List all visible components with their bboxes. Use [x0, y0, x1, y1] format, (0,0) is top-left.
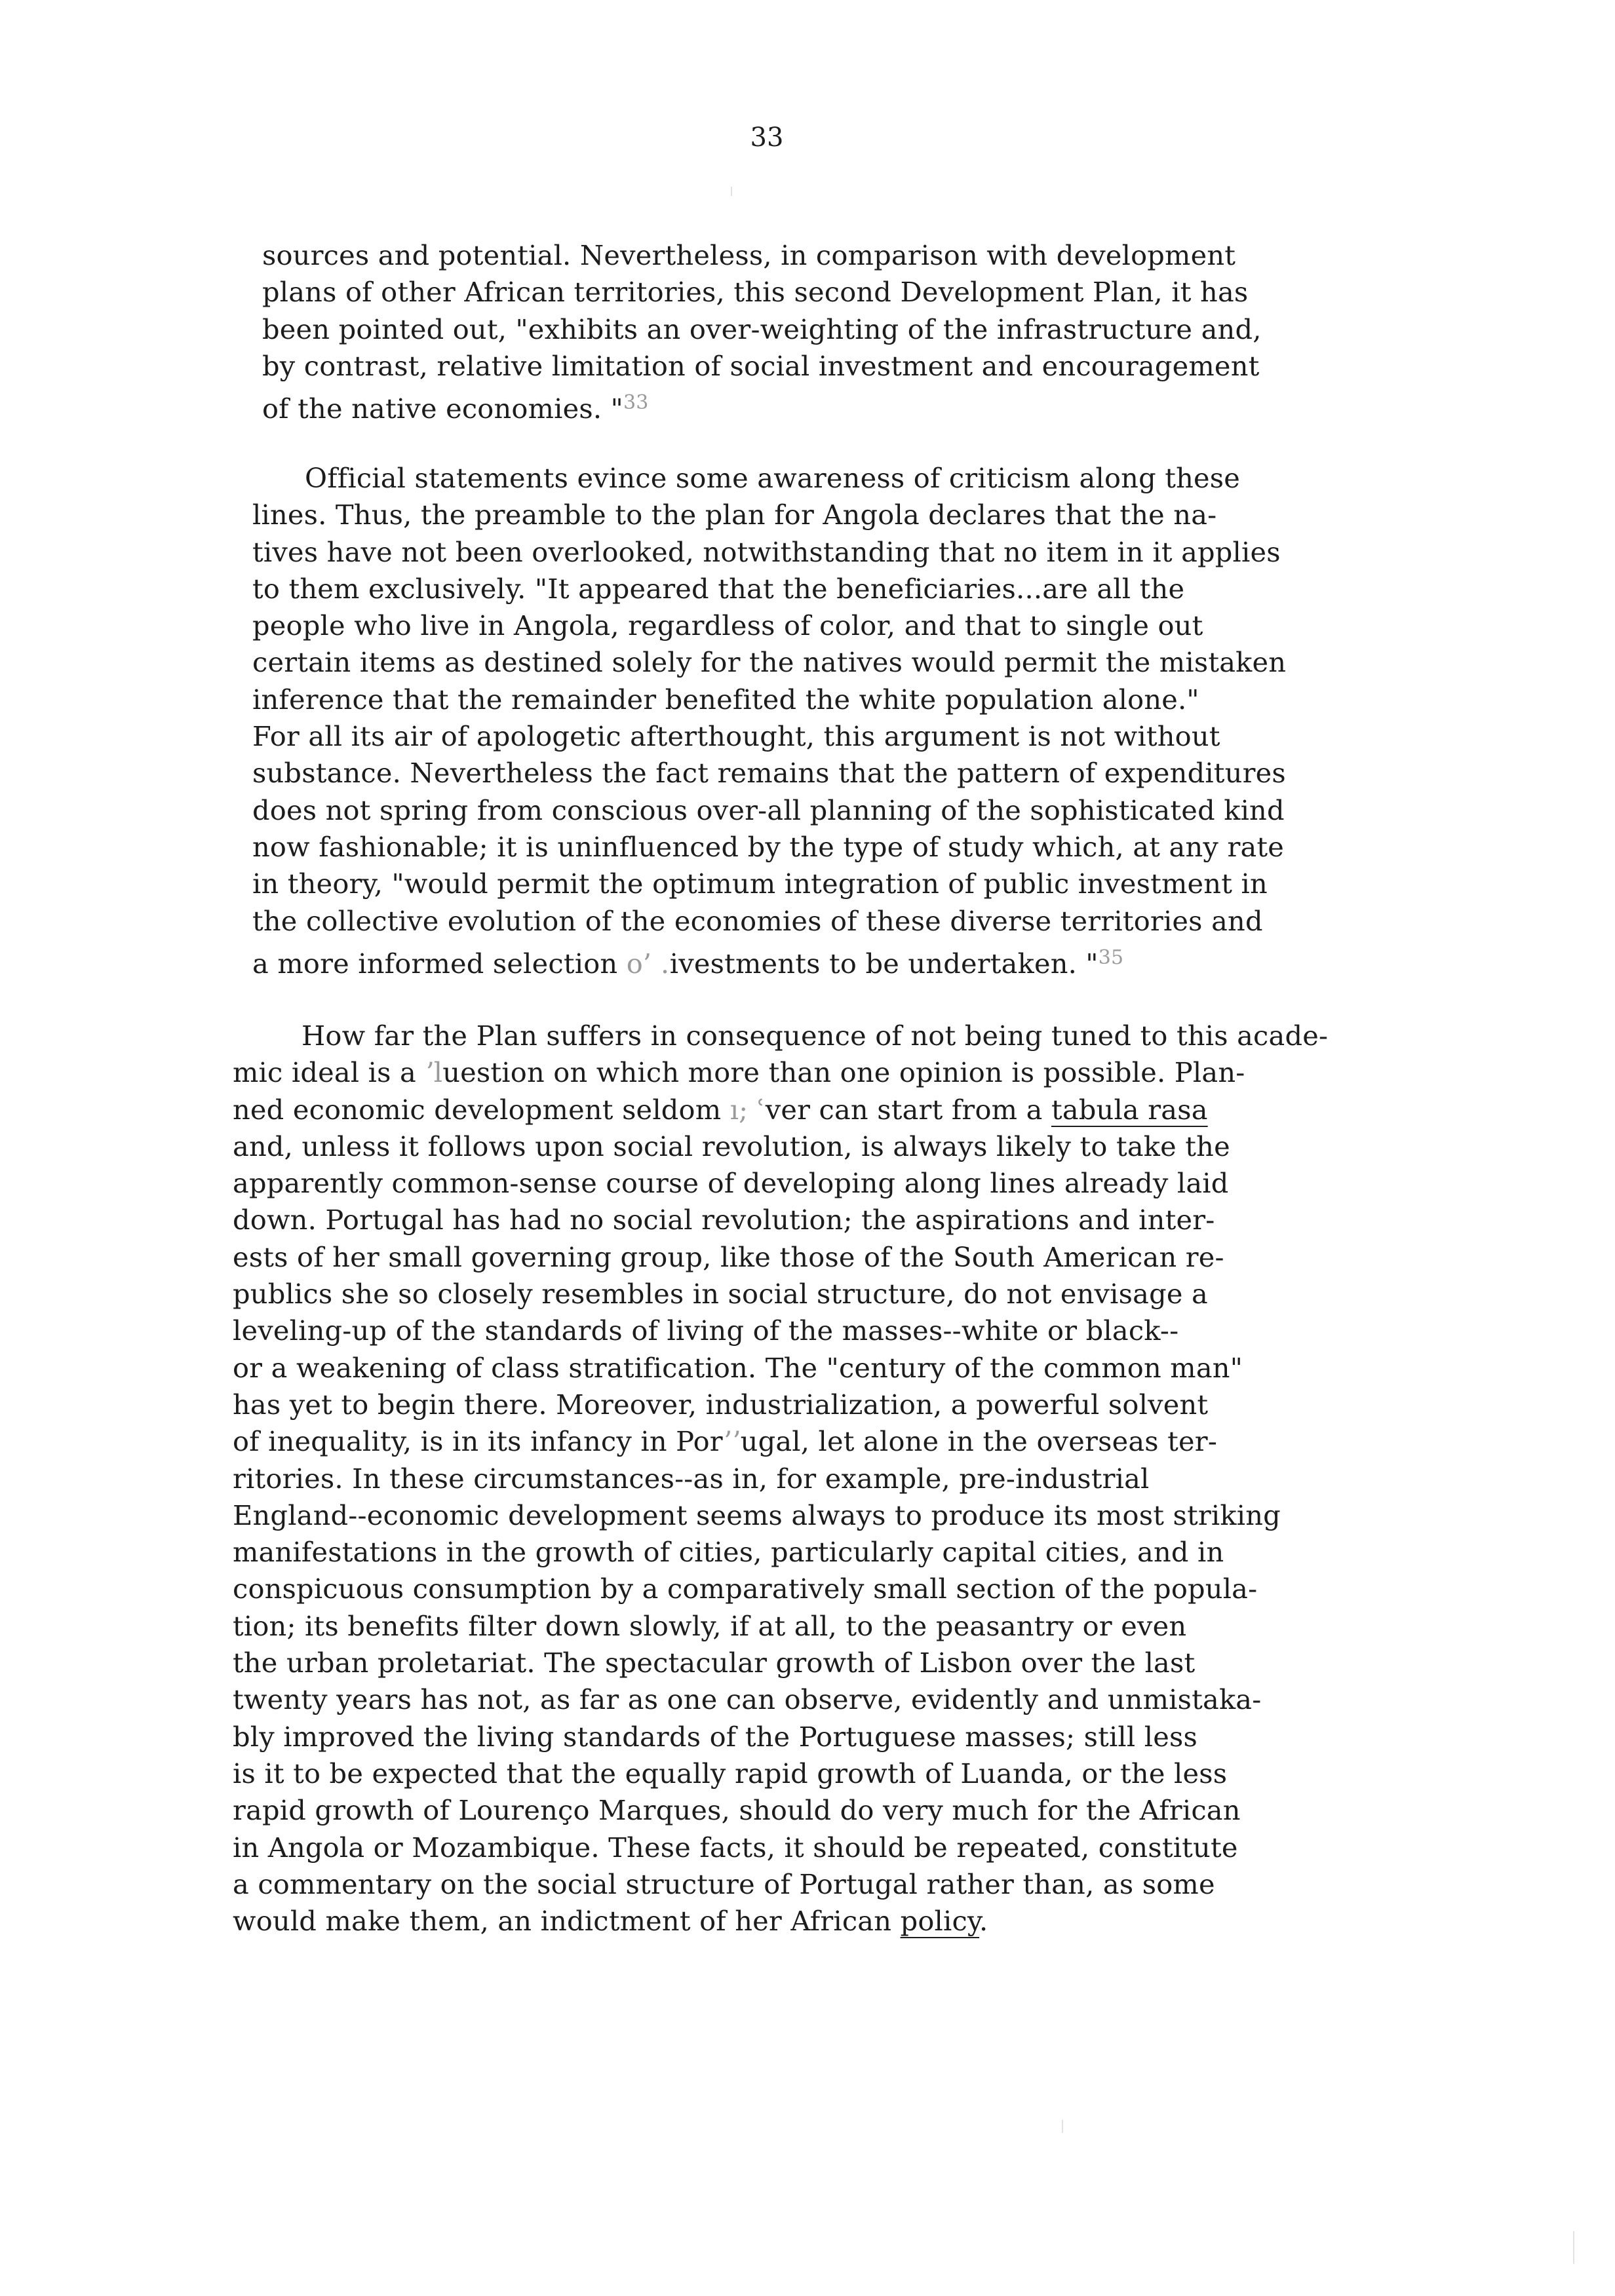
- text-line: [233, 1423, 1328, 1460]
- text-line: For all its air of apologetic afterthought, this argument is not without: [252, 720, 1220, 753]
- text-line: lines. Thus, the preamble to the plan for Angola declares that the na-: [252, 499, 1217, 531]
- text-line: [252, 940, 1286, 980]
- paragraph-2: [252, 460, 1287, 980]
- garbled-text: ı; ʿ: [730, 1093, 766, 1126]
- text-line: twenty years has not, as far as one can observe, evidently and unmistaka-: [233, 1683, 1262, 1716]
- scan-artifact: [1062, 2120, 1063, 2133]
- text-line: manifestations in the growth of cities, particularly capital cities, and in: [233, 1536, 1224, 1569]
- text-fragment: ugal, let alone in the overseas ter-: [740, 1425, 1218, 1458]
- scan-artifact: [1573, 2231, 1574, 2264]
- text-fragment: mic ideal is a: [233, 1056, 425, 1089]
- garbled-text: o’ ․: [626, 947, 670, 980]
- text-line: plans of other African territories, this second Development Plan, it has: [262, 276, 1249, 309]
- text-line: ests of her small governing group, like those of the South American re-: [233, 1240, 1224, 1273]
- text-fragment: of inequality, is in its infancy in Por: [233, 1425, 723, 1458]
- underlined-term: tabula rasa: [1051, 1093, 1208, 1126]
- text-line: certain items as destined solely for the natives would permit the mistaken: [252, 646, 1287, 679]
- text-line: in Angola or Mozambique. These facts, it should be repeated, constitute: [233, 1831, 1238, 1864]
- text-fragment: .: [979, 1905, 988, 1938]
- text-fragment: ivestments to be undertaken. ": [669, 947, 1099, 980]
- text-line: tives have not been overlooked, notwithstanding that no item in it applies: [252, 535, 1281, 568]
- paragraph-1: [262, 237, 1262, 425]
- text-line: and, unless it follows upon social revolution, is always likely to take the: [233, 1130, 1230, 1162]
- text-line: in theory, "would permit the optimum integration of public investment in: [252, 868, 1268, 900]
- text-fragment: a more informed selection: [252, 947, 627, 980]
- text-line: is it to be expected that the equally rapid growth of Luanda, or the less: [233, 1757, 1228, 1789]
- text-line: How far the Plan suffers in consequence of not being tuned to this acade-: [302, 1020, 1329, 1052]
- text-line: to them exclusively. "It appeared that the beneficiaries...are all the: [252, 572, 1185, 605]
- text-line: England--economic development seems always to produce its most striking: [233, 1499, 1281, 1531]
- footnote-marker: 35: [1098, 946, 1124, 969]
- text-line: tion; its benefits filter down slowly, if at all, to the peasantry or even: [233, 1609, 1187, 1642]
- page-number: 33: [750, 123, 784, 153]
- text-line: a commentary on the social structure of Portugal rather than, as some: [233, 1867, 1215, 1900]
- text-line: ritories. In these circumstances--as in, for example, pre-industrial: [233, 1462, 1150, 1495]
- text-line: [262, 385, 1262, 425]
- text-line: has yet to begin there. Moreover, industrialization, a powerful solvent: [233, 1388, 1209, 1421]
- text-line: [233, 1092, 1328, 1128]
- text-line: people who live in Angola, regardless of color, and that to single out: [252, 609, 1203, 642]
- paragraph-3: [233, 1018, 1328, 1940]
- text-line: by contrast, relative limitation of social investment and encouragement: [262, 349, 1260, 382]
- text-line: rapid growth of Lourenço Marques, should do very much for the African: [233, 1794, 1241, 1827]
- garbled-text: ʼl: [425, 1056, 443, 1089]
- scan-artifact: [731, 187, 732, 196]
- garbled-text: ʼʼ: [722, 1425, 741, 1458]
- text-line: publics she so closely resembles in social structure, do not envisage a: [233, 1278, 1208, 1311]
- text-line: the urban proletariat. The spectacular growth of Lisbon over the last: [233, 1647, 1196, 1679]
- text-line: bly improved the living standards of the Portuguese masses; still less: [233, 1720, 1197, 1753]
- text-line: substance. Nevertheless the fact remains that the pattern of expenditures: [252, 757, 1286, 790]
- text-fragment: would make them, an indictment of her African: [233, 1905, 901, 1938]
- text-fragment: uestion on which more than one opinion is possible. Plan-: [442, 1056, 1245, 1089]
- text-line: been pointed out, "exhibits an over-weighting of the infrastructure and,: [262, 313, 1262, 345]
- text-line: [233, 1054, 1328, 1091]
- text-line: the collective evolution of the economies of these diverse territories and: [252, 904, 1263, 937]
- text-line: or a weakening of class stratification. The "century of the common man": [233, 1351, 1243, 1384]
- text-fragment: ned economic development seldom: [233, 1093, 730, 1126]
- text-line: now fashionable; it is uninfluenced by the type of study which, at any rate: [252, 830, 1285, 863]
- text-line: sources and potential. Nevertheless, in comparison with development: [262, 239, 1236, 271]
- text-line: apparently common-sense course of developing along lines already laid: [233, 1167, 1229, 1200]
- footnote-marker: 33: [623, 391, 649, 415]
- text-line: [233, 1903, 1328, 1940]
- text-fragment: ver can start from a: [765, 1093, 1051, 1126]
- text-line: down. Portugal has had no social revolution; the aspirations and inter-: [233, 1204, 1215, 1236]
- text-fragment: of the native economies. ": [262, 392, 623, 425]
- text-line: leveling-up of the standards of living of the masses--white or black--: [233, 1314, 1179, 1347]
- text-line: does not spring from conscious over-all planning of the sophisticated kind: [252, 794, 1285, 826]
- text-line: inference that the remainder benefited the white population alone.": [252, 683, 1199, 716]
- text-line: conspicuous consumption by a comparatively small section of the popula-: [233, 1573, 1258, 1605]
- underlined-term: policy: [900, 1905, 980, 1938]
- text-line: Official statements evince some awareness of criticism along these: [305, 462, 1241, 494]
